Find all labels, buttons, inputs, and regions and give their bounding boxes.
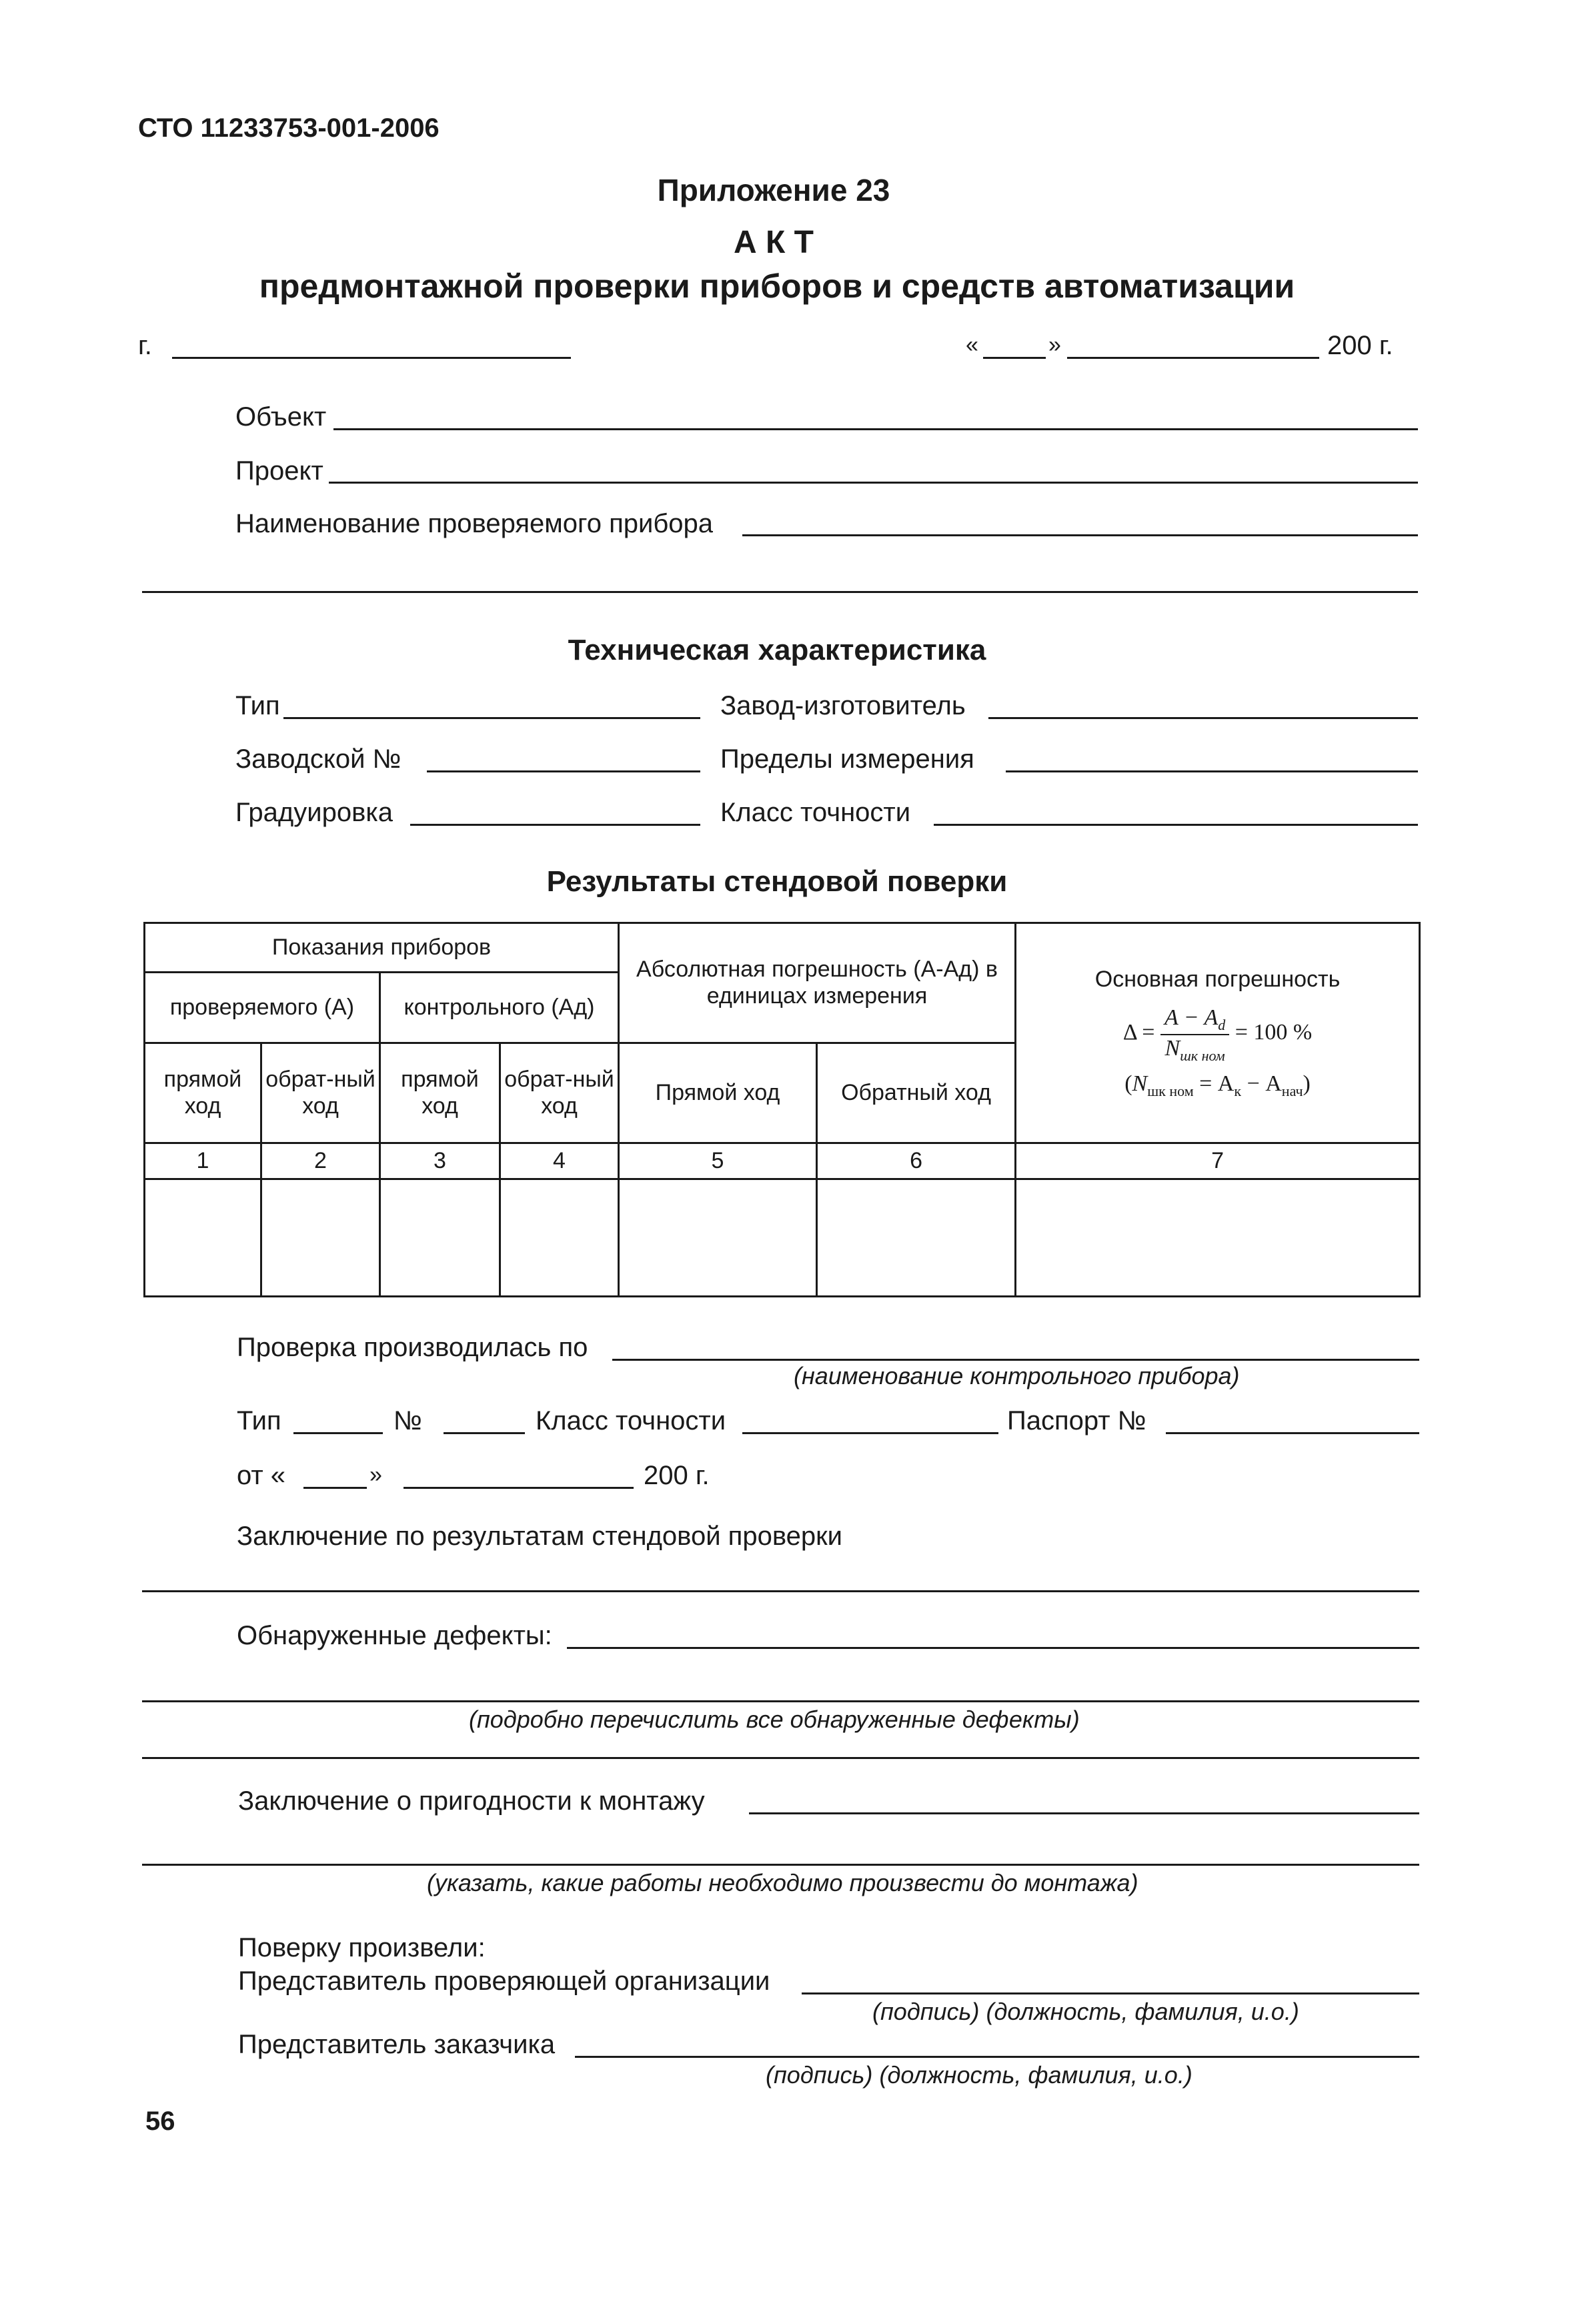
serial-label: Заводской №	[235, 744, 402, 774]
manufacturer-field[interactable]	[988, 717, 1418, 719]
data-cell-3[interactable]	[380, 1179, 500, 1297]
main-error-formula	[1019, 1005, 1416, 1063]
main-error-header	[1016, 923, 1420, 1143]
rep-customer-hint: (подпись) (должность, фамилия, и.о.)	[766, 2061, 1193, 2089]
control-device-hint: (наименование контрольного прибора)	[794, 1362, 1240, 1389]
rep-checker-label: Представитель проверяющей организации	[238, 1966, 770, 1996]
bench-conclusion-label: Заключение по результатам стендовой проверки	[237, 1522, 842, 1551]
project-label: Проект	[235, 456, 323, 486]
manufacturer-label: Завод-изготовитель	[720, 691, 966, 720]
formula-rhs: = 100 %	[1235, 1020, 1313, 1045]
check-accuracy-field[interactable]	[742, 1432, 998, 1434]
defects-label: Обнаруженные дефекты:	[237, 1621, 552, 1650]
col-number-5: 5	[619, 1143, 817, 1179]
col-number-1: 1	[145, 1143, 261, 1179]
suitability-hint: (указать, какие работы необходимо произвести до монтажа)	[427, 1869, 1138, 1896]
suitability-label: Заключение о пригодности к монтажу	[238, 1786, 705, 1816]
bench-conclusion-field[interactable]	[142, 1590, 1419, 1592]
from-month-field[interactable]	[404, 1487, 634, 1489]
standard-code: СТО 11233753-001-2006	[138, 113, 440, 143]
date-day-field[interactable]	[983, 357, 1046, 359]
appendix-title: Приложение 23	[657, 173, 890, 207]
check-type-label: Тип	[237, 1406, 281, 1435]
limits-field[interactable]	[1006, 770, 1418, 772]
object-field[interactable]	[333, 428, 1418, 430]
readings-header: Показания приборов	[145, 923, 619, 973]
device-name-field[interactable]	[742, 534, 1418, 536]
col5-header: Прямой ход	[619, 1043, 817, 1143]
from-day-field[interactable]	[303, 1487, 367, 1489]
passport-label: Паспорт №	[1007, 1406, 1146, 1435]
col-number-3: 3	[380, 1143, 500, 1179]
check-type-field[interactable]	[293, 1432, 383, 1434]
from-close-quote: »	[369, 1462, 382, 1488]
type-field[interactable]	[283, 717, 700, 719]
control-header: контрольного (Ад)	[380, 973, 619, 1043]
control-device-field[interactable]	[612, 1359, 1419, 1361]
defects-hint: (подробно перечислить все обнаруженные дефекты)	[469, 1706, 1080, 1733]
performed-by-label: Проверка производилась по	[237, 1333, 588, 1362]
formula2-ksub: к	[1234, 1082, 1242, 1099]
data-cell-7[interactable]	[1016, 1179, 1420, 1297]
col-number-6: 6	[817, 1143, 1016, 1179]
data-cell-4[interactable]	[500, 1179, 619, 1297]
graduation-label: Градуировка	[235, 798, 393, 827]
formula-denominator-sub: шк ном	[1180, 1047, 1225, 1064]
serial-field[interactable]	[427, 770, 700, 772]
defects-field-cont2[interactable]	[142, 1757, 1419, 1759]
act-subtitle: предмонтажной проверки приборов и средств автоматизации	[259, 267, 1295, 305]
rep-checker-hint: (подпись) (должность, фамилия, и.о.)	[872, 1998, 1299, 2025]
formula-numerator: A − A	[1164, 1005, 1219, 1031]
tech-heading: Техническая характеристика	[568, 634, 986, 666]
results-heading: Результаты стендовой поверки	[546, 865, 1008, 898]
graduation-field[interactable]	[410, 824, 700, 826]
formula2-nachsub: нач	[1281, 1082, 1303, 1099]
data-cell-2[interactable]	[261, 1179, 380, 1297]
formula-range: $(N_{шк ном} = A_к - A_{нач})$	[1124, 1071, 1311, 1099]
formula2-n: N	[1132, 1071, 1148, 1096]
defects-field-cont[interactable]	[142, 1700, 1419, 1702]
city-label: г.	[138, 331, 152, 360]
data-cell-6[interactable]	[817, 1179, 1016, 1297]
project-field[interactable]	[329, 482, 1418, 484]
date-open-quote: «	[966, 332, 978, 358]
data-cell-1[interactable]	[145, 1179, 261, 1297]
data-cell-5[interactable]	[619, 1179, 817, 1297]
performed-label: Поверку произвели:	[238, 1933, 486, 1962]
date-close-quote: »	[1048, 332, 1061, 358]
formula2-nsub: шк ном	[1147, 1082, 1194, 1099]
check-accuracy-label: Класс точности	[536, 1406, 726, 1435]
suitability-field[interactable]	[749, 1812, 1419, 1814]
col3-header: прямой ход	[380, 1043, 500, 1143]
device-name-label: Наименование проверяемого прибора	[235, 509, 714, 538]
abs-error-header: Абсолютная погрешность (А-Ад) в единицах измерения	[619, 923, 1016, 1043]
accuracy-field[interactable]	[934, 824, 1418, 826]
act-title: А К Т	[734, 225, 814, 260]
limits-label: Пределы измерения	[720, 744, 974, 774]
col-number-7: 7	[1016, 1143, 1420, 1179]
col-number-4: 4	[500, 1143, 619, 1179]
date-month-field[interactable]	[1067, 357, 1319, 359]
formula-denominator: N	[1164, 1035, 1180, 1061]
suitability-field-cont[interactable]	[142, 1864, 1419, 1866]
rep-checker-field[interactable]	[802, 1992, 1419, 1994]
page-number: 56	[145, 2107, 175, 2136]
rep-customer-label: Представитель заказчика	[238, 2030, 556, 2059]
formula2-minus: − A	[1247, 1071, 1282, 1096]
type-label: Тип	[235, 691, 280, 720]
formula-lhs: Δ =	[1122, 1020, 1155, 1045]
col6-header: Обратный ход	[817, 1043, 1016, 1143]
check-number-field[interactable]	[444, 1432, 525, 1434]
formula2-eq: = A	[1199, 1071, 1235, 1096]
rep-customer-field[interactable]	[575, 2056, 1419, 2058]
date-year: 200 г.	[1327, 331, 1393, 360]
check-number-label: №	[393, 1406, 422, 1435]
passport-field[interactable]	[1166, 1432, 1419, 1434]
col-number-2: 2	[261, 1143, 380, 1179]
formula-fraction	[1160, 1005, 1229, 1063]
col2-header: обрат-ный ход	[261, 1043, 380, 1143]
object-label: Объект	[235, 402, 327, 432]
results-table	[143, 922, 1421, 1297]
from-year: 200 г.	[644, 1461, 710, 1490]
accuracy-label: Класс точности	[720, 798, 911, 827]
tested-header: проверяемого (А)	[145, 973, 380, 1043]
col4-header: обрат-ный ход	[500, 1043, 619, 1143]
defects-field[interactable]	[567, 1647, 1419, 1649]
from-label: от «	[237, 1461, 286, 1490]
col1-header: прямой ход	[145, 1043, 261, 1143]
main-error-label: Основная погрешность	[1094, 967, 1341, 993]
device-name-field-cont[interactable]	[142, 591, 1418, 593]
formula-numerator-sub: d	[1218, 1017, 1226, 1034]
city-field[interactable]	[172, 357, 571, 359]
